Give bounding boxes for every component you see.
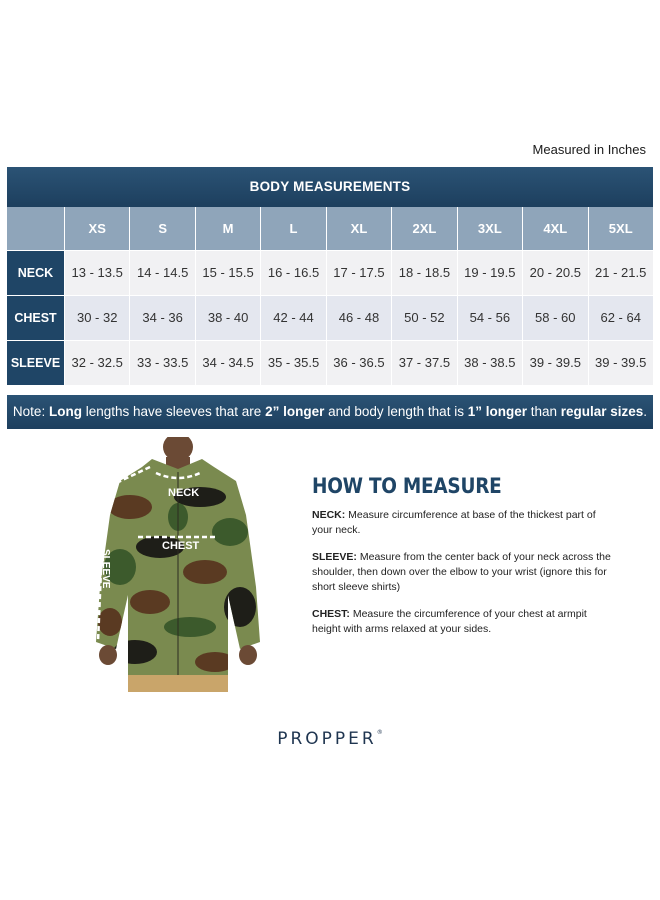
note-prefix: Note: — [12, 404, 49, 419]
table-cell: 34 - 36 — [129, 296, 194, 340]
figure-label-sleeve: SLEEVE — [100, 549, 111, 589]
table-cell: 35 - 35.5 — [260, 341, 325, 385]
note-bold-sleeve: 2” longer — [265, 404, 325, 419]
note-text: . — [643, 404, 648, 419]
table-cell: 39 - 39.5 — [588, 341, 653, 385]
table-cell: 37 - 37.5 — [391, 341, 456, 385]
note-text: than — [526, 404, 561, 419]
row-label-neck: NECK — [7, 251, 64, 295]
table-cell: 18 - 18.5 — [391, 251, 456, 295]
table-row-chest — [7, 295, 653, 340]
instruction-sleeve — [312, 550, 612, 595]
table-cell: 33 - 33.5 — [129, 341, 194, 385]
table-cell: 42 - 44 — [260, 296, 325, 340]
instruction-text: Measure from the center back of your neck across the shoulder, then down over the elbow to your wrist (ignore this for short sleeve shirts) — [312, 551, 611, 593]
table-cell: 38 - 40 — [195, 296, 260, 340]
row-label-chest: CHEST — [7, 296, 64, 340]
size-header-xl: XL — [326, 207, 391, 250]
size-chart-table — [7, 167, 653, 385]
table-cell: 34 - 34.5 — [195, 341, 260, 385]
table-row-neck — [7, 250, 653, 295]
table-cell: 50 - 52 — [391, 296, 456, 340]
note-bold-regular: regular sizes — [560, 404, 644, 419]
how-to-measure-title: HOW TO MEASURE — [312, 474, 502, 498]
long-sizes-note — [7, 395, 653, 429]
units-note: Measured in Inches — [532, 142, 646, 157]
instruction-neck — [312, 508, 612, 538]
table-cell: 15 - 15.5 — [195, 251, 260, 295]
table-cell: 36 - 36.5 — [326, 341, 391, 385]
header-corner — [7, 207, 64, 250]
instruction-text: Measure the circumference of your chest at armpit height with arms relaxed at your sides. — [312, 608, 587, 635]
instruction-term: NECK: — [312, 509, 346, 521]
instruction-term: CHEST: — [312, 608, 350, 620]
jacket-measurement-figure — [90, 437, 265, 692]
size-header-m: M — [195, 207, 260, 250]
size-header-5xl: 5XL — [588, 207, 653, 250]
size-header-l: L — [260, 207, 325, 250]
table-cell: 58 - 60 — [522, 296, 587, 340]
figure-label-neck: NECK — [168, 487, 200, 499]
size-header-4xl: 4XL — [522, 207, 587, 250]
table-cell: 54 - 56 — [457, 296, 522, 340]
note-text: lengths have sleeves that are — [81, 404, 266, 419]
table-cell: 39 - 39.5 — [522, 341, 587, 385]
pants — [128, 675, 228, 692]
table-cell: 38 - 38.5 — [457, 341, 522, 385]
note-bold-body: 1” longer — [467, 404, 527, 419]
row-label-sleeve: SLEEVE — [7, 341, 64, 385]
table-cell: 20 - 20.5 — [522, 251, 587, 295]
table-cell: 46 - 48 — [326, 296, 391, 340]
brand-name: PROPPER — [277, 729, 377, 749]
brand-logo — [0, 729, 660, 749]
table-row-sleeve — [7, 340, 653, 385]
how-to-measure-section — [312, 474, 612, 649]
table-cell: 30 - 32 — [64, 296, 129, 340]
table-cell: 19 - 19.5 — [457, 251, 522, 295]
instruction-term: SLEEVE: — [312, 551, 357, 563]
instruction-chest — [312, 607, 612, 637]
size-header-row — [7, 207, 653, 250]
instruction-text: Measure circumference at base of the thickest part of your neck. — [312, 509, 596, 536]
figure-label-chest: CHEST — [162, 540, 200, 552]
note-bold-long: Long — [48, 404, 82, 419]
table-cell: 21 - 21.5 — [588, 251, 653, 295]
table-cell: 62 - 64 — [588, 296, 653, 340]
size-header-s: S — [129, 207, 194, 250]
table-cell: 16 - 16.5 — [260, 251, 325, 295]
table-cell: 17 - 17.5 — [326, 251, 391, 295]
note-text: and body length that is — [324, 404, 468, 419]
table-cell: 32 - 32.5 — [64, 341, 129, 385]
size-header-xs: XS — [64, 207, 129, 250]
table-title: BODY MEASUREMENTS — [7, 167, 653, 207]
registered-mark: ® — [376, 729, 383, 736]
size-header-2xl: 2XL — [391, 207, 456, 250]
size-header-3xl: 3XL — [457, 207, 522, 250]
table-cell: 13 - 13.5 — [64, 251, 129, 295]
table-cell: 14 - 14.5 — [129, 251, 194, 295]
